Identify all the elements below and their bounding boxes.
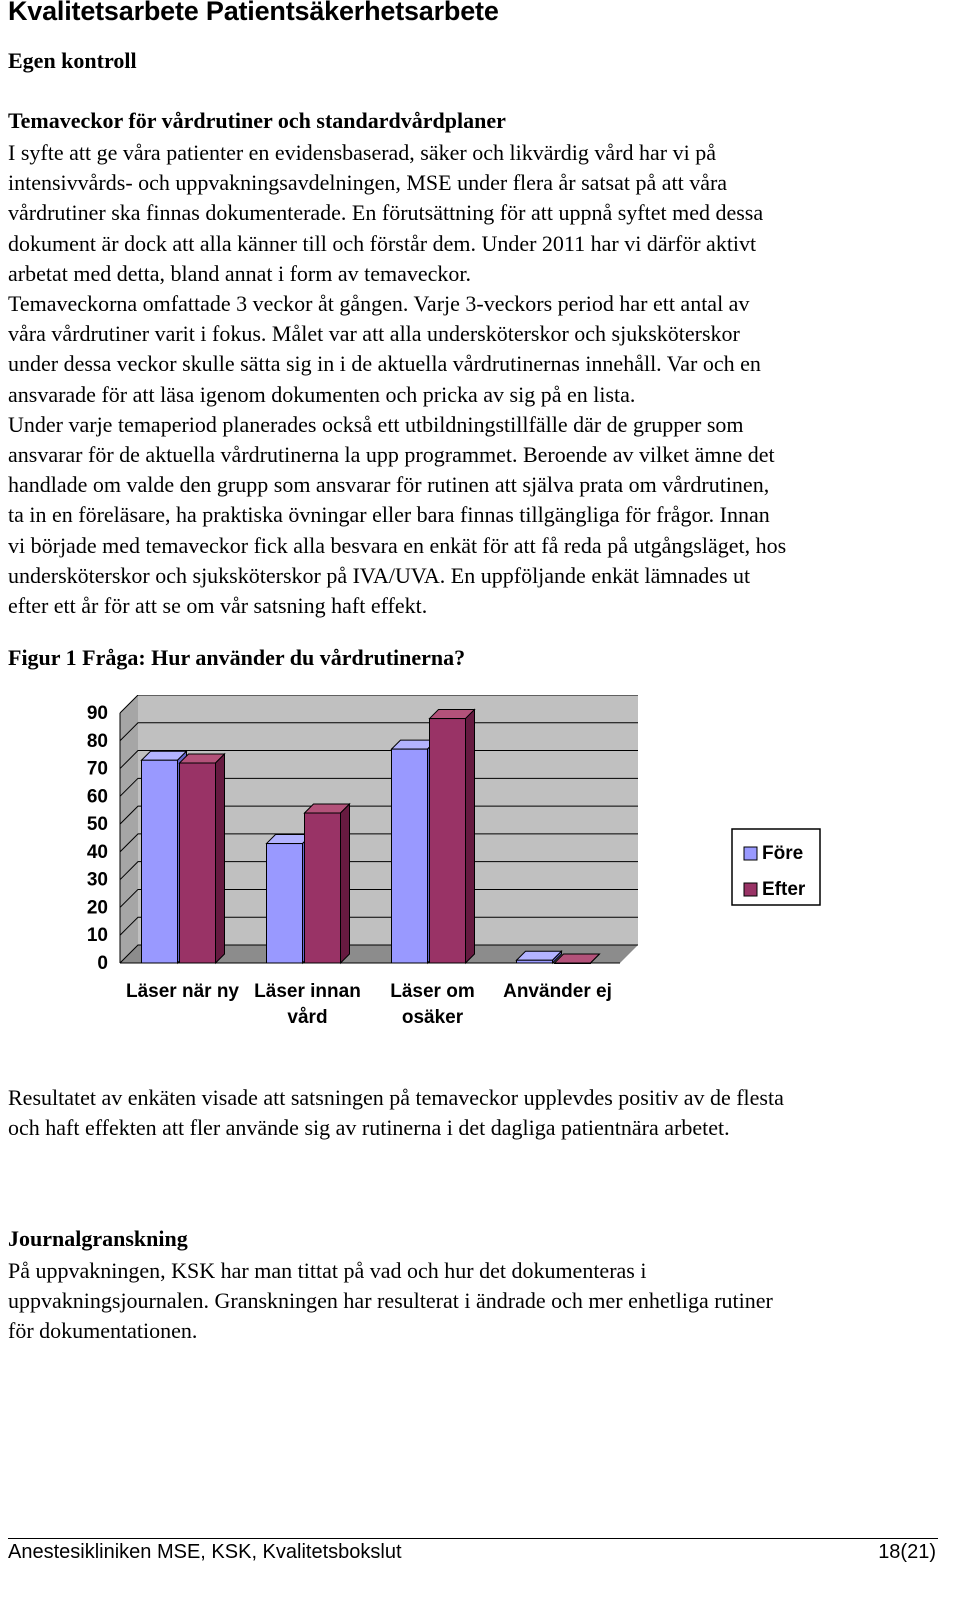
legend-swatch [744, 883, 757, 896]
paragraph-journalgranskning [8, 1256, 953, 1347]
bar [517, 951, 562, 963]
text-line: Under varje temaperiod planerades också ett utbildningstillfälle där de grupper som [8, 411, 744, 437]
paragraph-temaveckor [8, 138, 953, 621]
bar-front [555, 963, 591, 964]
y-tick-label: 70 [86, 758, 108, 780]
text-line: På uppvakningen, KSK har man tittat på vad och hur det dokumenteras i [8, 1258, 647, 1283]
y-tick-label: 20 [86, 897, 108, 919]
y-tick-label: 0 [97, 953, 108, 974]
footer-document-name: Anestesikliniken MSE, KSK, Kvalitetsbokslut [8, 1541, 402, 1563]
y-tick-label: 90 [86, 703, 108, 724]
footer-divider [8, 1538, 938, 1539]
footer-page-number: 18(21) [878, 1541, 936, 1563]
bar [180, 754, 225, 963]
bar [305, 804, 350, 963]
x-tick-label: Läser om [390, 981, 475, 1002]
text-line: arbetat med detta, bland annat i form av temaveckor. [8, 260, 472, 286]
bar [430, 710, 475, 963]
bar-chart [70, 695, 860, 1040]
text-line: uppvakningsjournalen. Granskningen har resulterat i ändrade och mer enhetliga rutiner [8, 1288, 773, 1314]
bar-front [267, 844, 303, 963]
figure-caption: Figur 1 Fråga: Hur använder du vårdrutinerna? [8, 645, 466, 670]
text-line: Resultatet av enkäten visade att satsningen på temaveckor upplevdes positiv av de flesta [8, 1085, 784, 1110]
section-heading-temaveckor: Temaveckor för vårdrutiner och standardvårdplaner [8, 108, 506, 133]
x-tick-label: osäker [401, 1007, 464, 1028]
text-line: våra vårdrutiner varit i fokus. Målet var att alla undersköterskor och sjuksköterskor [8, 321, 740, 347]
paragraph-resultat [8, 1083, 953, 1143]
bar-side [216, 754, 225, 963]
bar-front [517, 960, 553, 963]
y-tick-label: 50 [86, 814, 108, 836]
y-tick-label: 30 [86, 869, 108, 891]
text-line: och haft effekten att fler använde sig av rutinerna i det dagliga patientnära arbetet. [8, 1115, 730, 1141]
page-title: Kvalitetsarbete Patientsäkerhetsarbete [8, 0, 499, 26]
bar-side [341, 804, 350, 963]
text-line: under dessa veckor skulle sätta sig in i de aktuella vårdrutinernas innehåll. Var och en [8, 351, 761, 377]
bar-front [305, 813, 341, 963]
y-tick-label: 40 [86, 841, 108, 863]
section-subtitle: Egen kontroll [8, 48, 137, 73]
text-line: handlade om valde den grupp som ansvarar för rutinen att själva prata om vårdrutinen, [8, 472, 770, 498]
x-tick-label: vård [287, 1007, 328, 1028]
text-line: intensivvårds- och uppvakningsavdelningen, MSE under flera år satsat på att våra [8, 170, 728, 196]
text-line: efter ett år för att se om vår satsning haft effekt. [8, 593, 428, 619]
text-line: vi började med temaveckor fick alla besvara en enkät för att få reda på utgångsläget, hos [8, 532, 787, 558]
bar-side [466, 710, 475, 963]
legend-swatch [744, 847, 757, 860]
text-line: dokument är dock att alla känner till och förstår dem. Under 2011 har vi därför aktivt [8, 230, 757, 256]
text-line: undersköterskor och sjuksköterskor på IVA/UVA. En uppföljande enkät lämnades ut [8, 562, 751, 588]
bar-front [142, 760, 178, 963]
y-tick-label: 60 [86, 786, 108, 808]
chart-side-wall [120, 695, 138, 963]
x-tick-label: Läser när ny [126, 981, 239, 1002]
y-tick-label: 10 [86, 925, 108, 947]
y-tick-label: 80 [86, 730, 108, 752]
x-tick-label: Läser innan [254, 981, 361, 1002]
text-line: ansvarade för att läsa igenom dokumenten och pricka av sig på en lista. [8, 381, 636, 407]
text-line: Temaveckorna omfattade 3 veckor åt gången. Varje 3-veckors period har ett antal av [8, 291, 750, 317]
legend-label: Före [762, 843, 804, 864]
x-tick-label: Använder ej [503, 981, 612, 1002]
bar-front [392, 749, 428, 963]
bar-front [430, 719, 466, 963]
text-line: vårdrutiner ska finnas dokumenterade. En förutsättning för att uppnå syftet med dessa [8, 200, 764, 226]
bar-front [180, 763, 216, 963]
text-line: I syfte att ge våra patienter en evidensbaserad, säker och likvärdig vård har vi på [8, 140, 716, 165]
legend-label: Efter [762, 879, 806, 900]
text-line: ta in en föreläsare, ha praktiska övningar eller bara finnas tillgängliga för frågor. Innan [8, 502, 770, 528]
text-line: ansvarar för de aktuella vårdrutinerna la upp programmet. Beroende av vilket ämne det [8, 442, 775, 468]
text-line: för dokumentationen. [8, 1318, 198, 1344]
section-heading-journalgranskning: Journalgranskning [8, 1226, 188, 1251]
